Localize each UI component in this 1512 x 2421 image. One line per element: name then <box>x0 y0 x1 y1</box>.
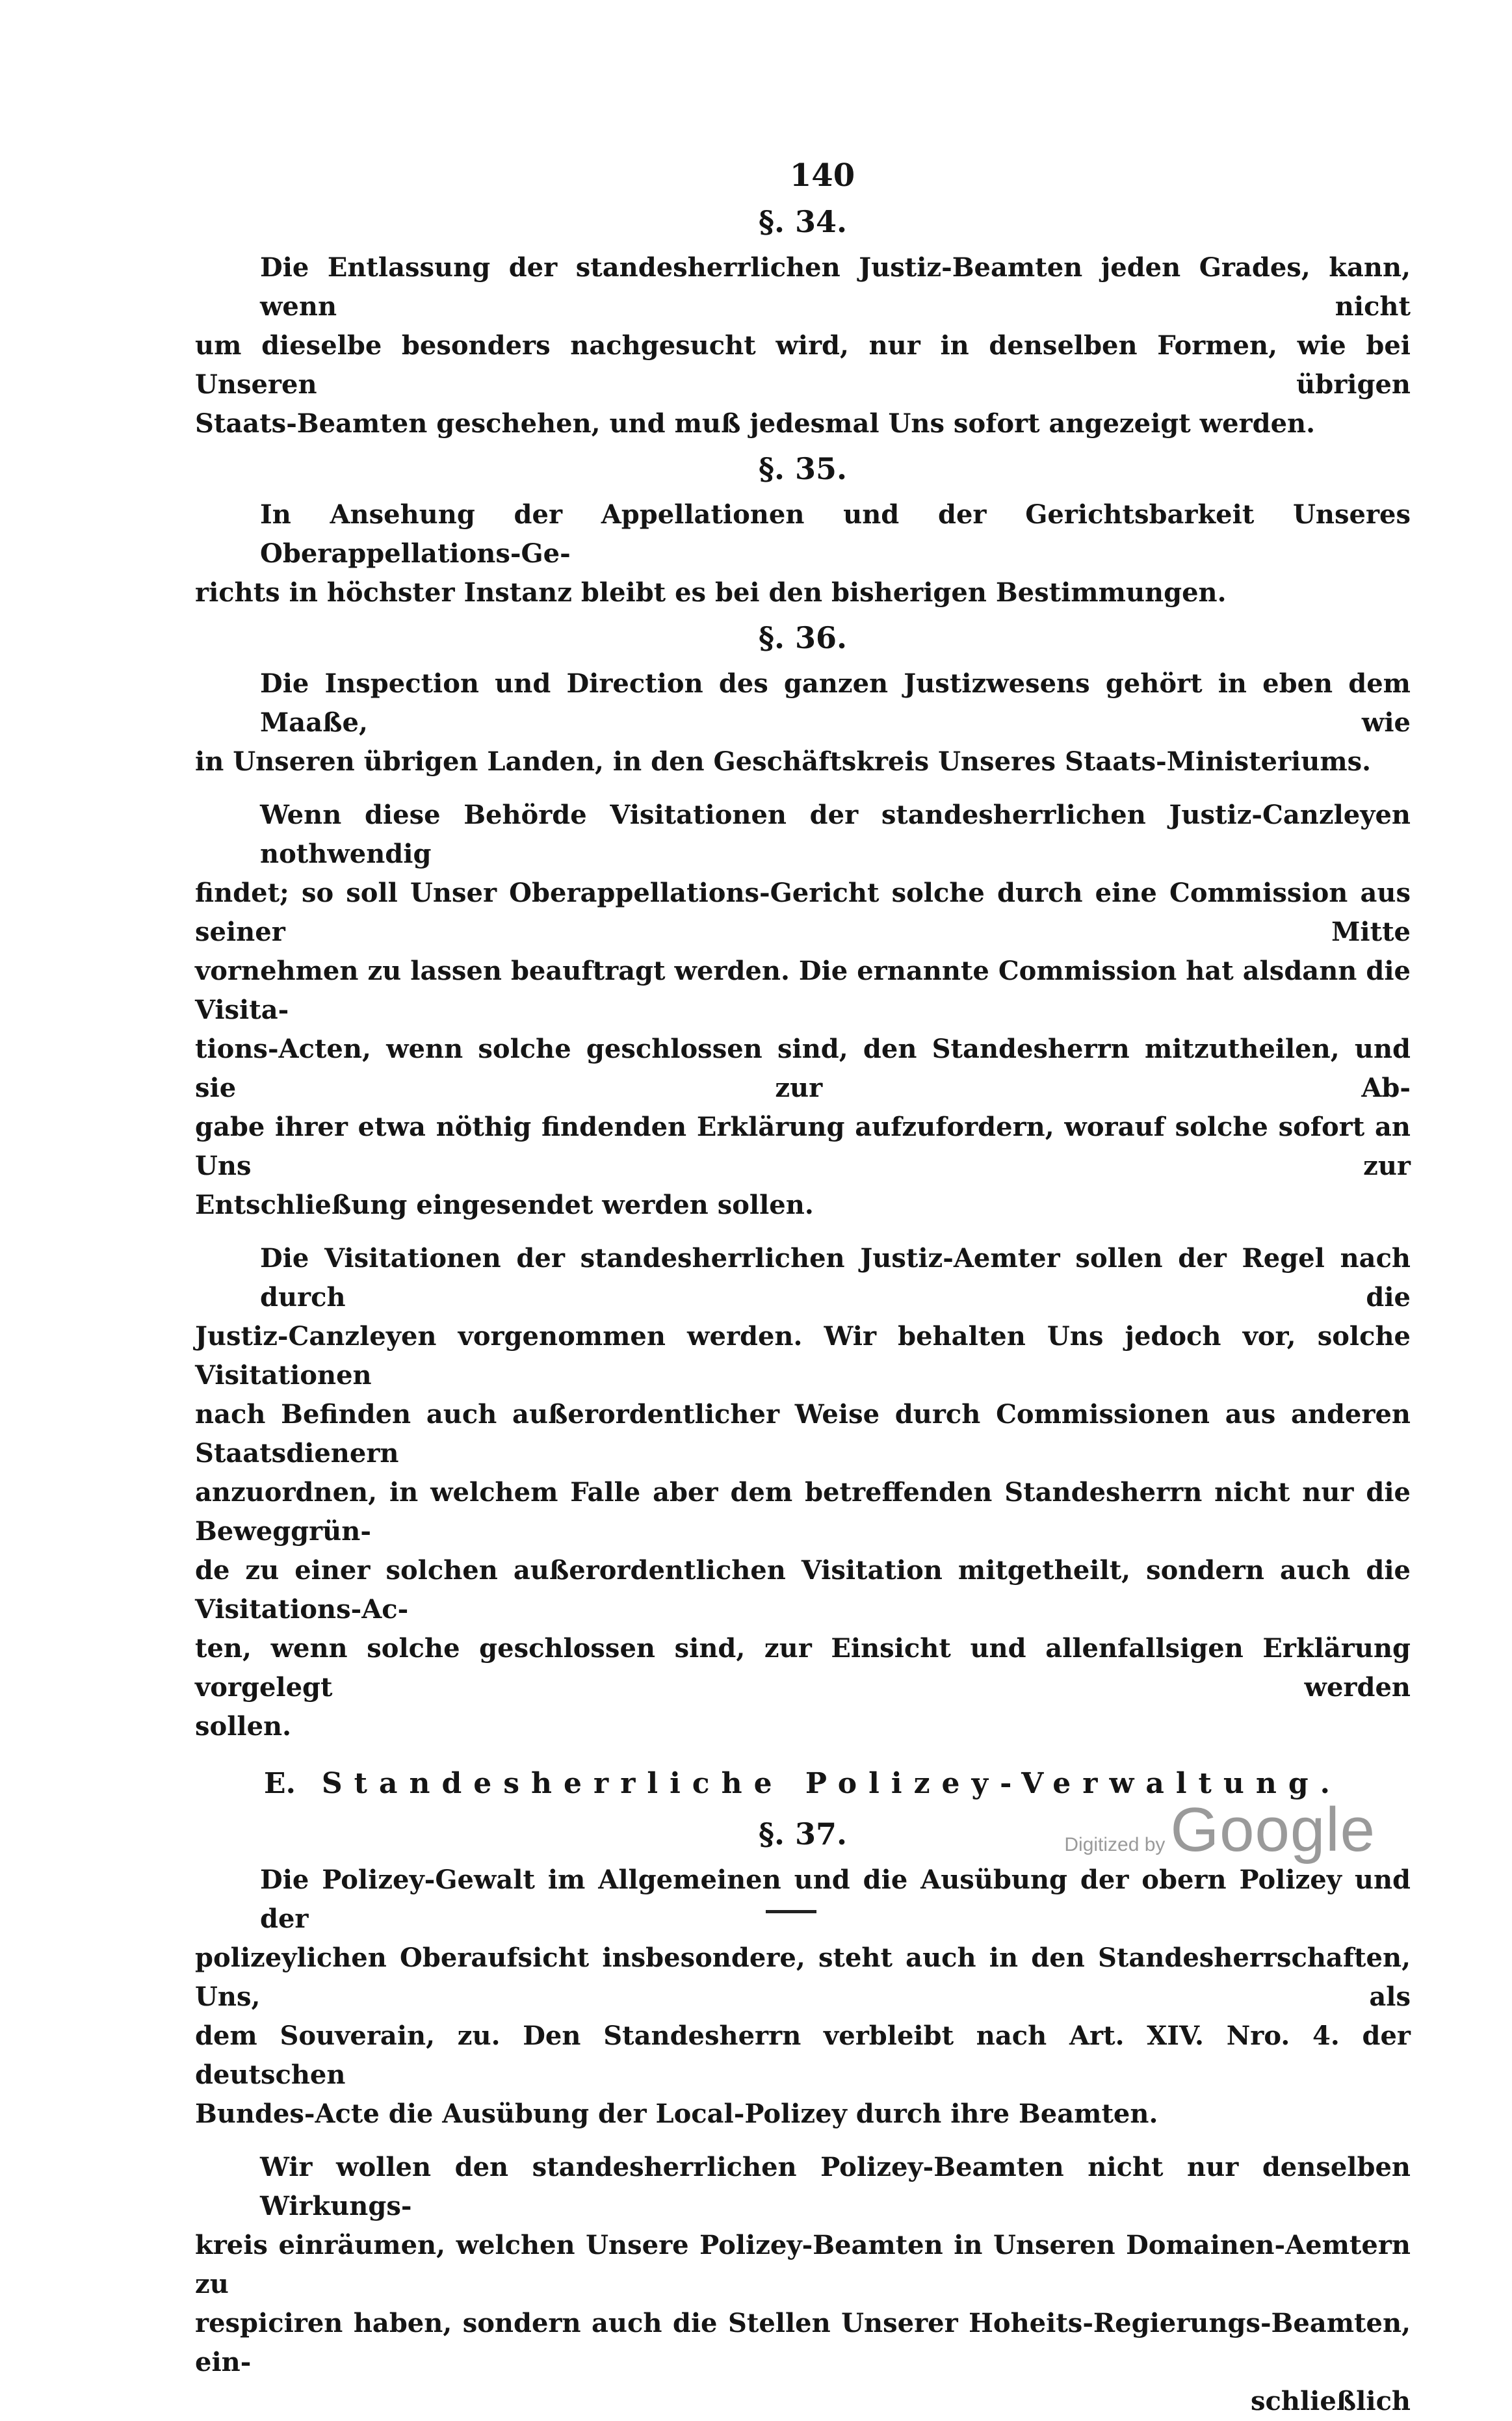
text-line: anzuordnen, in welchem Falle aber dem betreffenden Standesherrn nicht nur die Beweggrün- <box>195 1477 1411 1547</box>
text-line: richts in höchster Instanz bleibt es bei den bisherigen Bestimmungen. <box>195 577 1227 608</box>
page-number: 140 <box>789 157 855 194</box>
part-title: Standesherrliche Polizey-Verwaltung. <box>321 1767 1342 1800</box>
paragraph <box>195 1861 1411 2134</box>
text-line: Justiz-Canzleyen vorgenommen werden. Wir behalten Uns jedoch vor, solche Visitationen <box>195 1321 1411 1391</box>
text-line: respiciren haben, sondern auch die Stellen Unserer Hoheits-Regierungs-Beamten, ein- <box>195 2308 1411 2377</box>
text-line: Bundes-Acte die Ausübung der Local-Polizey durch ihre Beamten. <box>195 2099 1158 2129</box>
text-line: Staats-Beamten geschehen, und muß jedesmal Uns sofort angezeigt werden. <box>195 408 1316 439</box>
catchword: schließlich <box>1250 2386 1411 2416</box>
text-line: Die Entlassung der standesherrlichen Justiz-Beamten jeden Grades, kann, wenn nicht <box>260 252 1411 322</box>
text-line: Die Visitationen der standesherrlichen Justiz-Aemter sollen der Regel nach durch die <box>260 1243 1411 1313</box>
text-line: sollen. <box>195 1711 292 1742</box>
text-line: Entschließung eingesendet werden sollen. <box>195 1190 814 1220</box>
text-line: kreis einräumen, welchen Unsere Polizey-Beamten in Unseren Domainen-Aemtern zu <box>195 2230 1411 2299</box>
digitized-by-google-watermark <box>1064 1794 1375 1866</box>
paragraph <box>195 495 1411 612</box>
text-line: dem Souverain, zu. Den Standesherrn verbleibt nach Art. XIV. Nro. 4. der deutschen <box>195 2021 1411 2090</box>
paragraph <box>195 796 1411 1225</box>
text-line: ten, wenn solche geschlossen sind, zur Einsicht und allenfallsigen Erklärung vorgelegt werden <box>195 1633 1411 1703</box>
section-heading-36: §. 36. <box>758 620 848 655</box>
text-line: nach Befinden auch außerordentlicher Weise durch Commissionen aus anderen Staatsdienern <box>195 1399 1411 1469</box>
text-line: Die Polizey-Gewalt im Allgemeinen und die Ausübung der obern Polizey und der <box>260 1865 1411 1934</box>
text-line: um dieselbe besonders nachgesucht wird, nur in denselben Formen, wie bei Unseren übrigen <box>195 330 1411 400</box>
paragraph <box>195 248 1411 443</box>
paragraph <box>195 1239 1411 1746</box>
text-line: Wir wollen den standesherrlichen Polizey-Beamten nicht nur denselben Wirkungs- <box>260 2152 1411 2221</box>
bottom-rule-mark <box>766 1910 816 1913</box>
section-heading-37: §. 37. <box>758 1816 848 1852</box>
google-logo: Google <box>1170 1795 1375 1865</box>
text-line: Die Inspection und Direction des ganzen Justizwesens gehört in eben dem Maaße, wie <box>260 668 1411 738</box>
text-line: in Unseren übrigen Landen, in den Geschäftskreis Unseres Staats-Ministeriums. <box>195 746 1372 777</box>
text-line: Wenn diese Behörde Visitationen der standesherrlichen Justiz-Canzleyen nothwendig <box>260 800 1411 869</box>
text-line: tions-Acten, wenn solche geschlossen sind, den Standesherrn mitzutheilen, und sie zur Ab- <box>195 1034 1411 1103</box>
watermark-prefix: Digitized by <box>1064 1834 1166 1855</box>
text-line: In Ansehung der Appellationen und der Gerichtsbarkeit Unseres Oberappellations-Ge- <box>260 499 1411 569</box>
part-letter: E. <box>264 1767 296 1800</box>
text-line: de zu einer solchen außerordentlichen Visitation mitgetheilt, sondern auch die Visitations-Ac- <box>195 1555 1411 1625</box>
paragraph <box>195 2148 1411 2421</box>
section-heading-35: §. 35. <box>758 451 848 486</box>
section-heading-34: §. 34. <box>758 204 848 239</box>
text-line: polizeylichen Oberaufsicht insbesondere, steht auch in den Standesherrschaften, Uns, als <box>195 1943 1411 2012</box>
paragraph <box>195 664 1411 781</box>
text-line: gabe ihrer etwa nöthig findenden Erklärung aufzufordern, worauf solche sofort an Uns zur <box>195 1112 1411 1181</box>
text-line: vornehmen zu lassen beauftragt werden. Die ernannte Commission hat alsdann die Visita- <box>195 956 1411 1025</box>
book-page <box>195 156 1411 2421</box>
text-line: findet; so soll Unser Oberappellations-Gericht solche durch eine Commission aus seiner Mitte <box>195 878 1411 947</box>
